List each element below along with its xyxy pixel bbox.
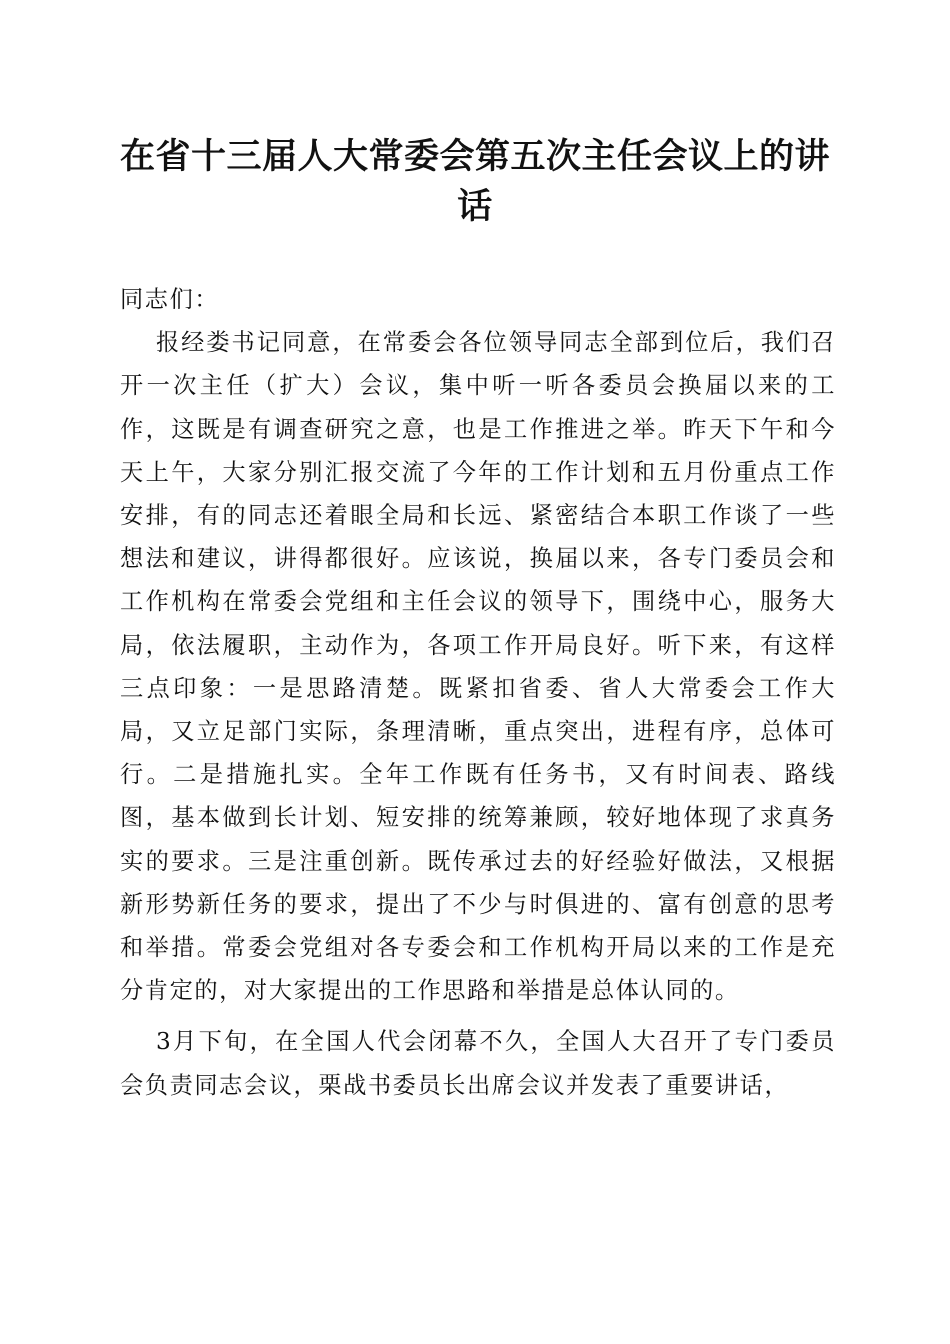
paragraph-1: 报经娄书记同意，在常委会各位领导同志全部到位后，我们召开一次主任（扩大）会议，集中听一听各委员会换届以来的工作，这既是有调查研究之意，也是工作推进之举。昨天下午和今天上午，大家分别汇报交流了今年的工作计划和五月份重点工作安排，有的同志还着眼全局和长远、紧密结合本职工作谈了一些想法和建议，讲得都很好。应该说，换届以来，各专门委员会和工作机构在常委会党组和主任会议的领导下，围绕中心，服务大局，依法履职，主动作为，各项工作开局良好。听下来，有这样三点印象：一是思路清楚。既紧扣省委、省人大常委会工作大局，又立足部门实际，条理清晰，重点突出，进程有序，总体可行。二是措施扎实。全年工作既有任务书，又有时间表、路线图，基本做到长计划、短安排的统筹兼顾，较好地体现了求真务实的要求。三是注重创新。既传承过去的好经验好做法，又根据新形势新任务的要求，提出了不少与时俱进的、富有创意的思考和举措。常委会党组对各专委会和工作机构开局以来的工作是充分肯定的，对大家提出的工作思路和举措是总体认同的。 <box>120 329 836 1005</box>
salutation: 同志们： <box>120 286 220 313</box>
document-title: 在省十三届人大常委会第五次主任会议上的讲话 <box>119 136 830 227</box>
paragraph-2: 3月下旬，在全国人代会闭幕不久，全国人大召开了专门委员会负责同志会议，栗战书委员长出席会议并发表了重要讲话， <box>120 1028 836 1099</box>
document-body <box>120 278 836 1107</box>
